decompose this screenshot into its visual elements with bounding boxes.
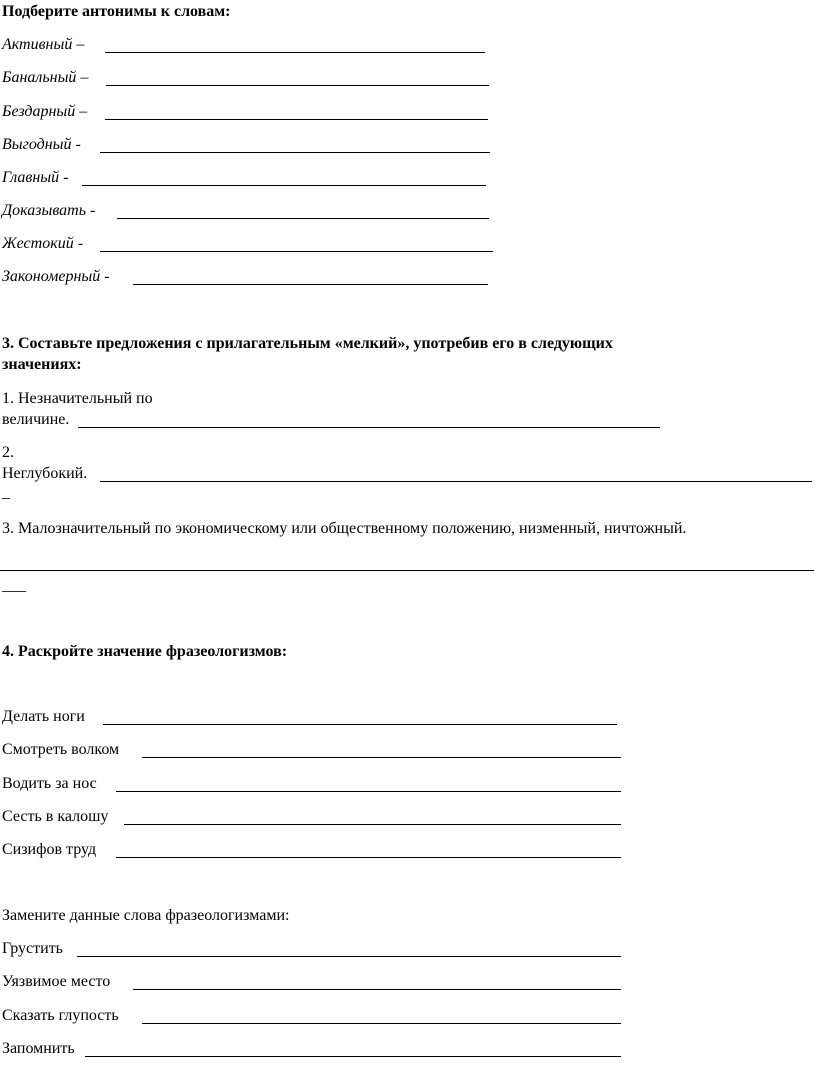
antonym-item-6 [2, 201, 95, 221]
replace-answer-blank[interactable] [85, 1056, 621, 1057]
antonym-word: Жестокий [2, 235, 74, 252]
idiom-answer-blank[interactable] [116, 791, 621, 792]
antonym-word: Главный [2, 169, 60, 186]
replace-answer-blank[interactable] [142, 1023, 621, 1024]
section4-heading: 4. Раскройте значение фразеологизмов: [2, 643, 288, 660]
antonym-item-4 [2, 135, 81, 155]
antonym-answer-blank[interactable] [106, 85, 489, 86]
section3-heading-line1: 3. Составьте предложения с прилагательным «мелкий», употребив его в следующих [2, 335, 613, 352]
separator: - [90, 202, 96, 219]
separator: – [80, 69, 89, 86]
replace-heading: Замените данные слова фразеологизмами: [2, 907, 290, 924]
antonym-answer-blank[interactable] [133, 284, 488, 285]
antonym-item-1 [2, 35, 84, 55]
antonym-word: Бездарный [2, 103, 76, 120]
replace-item-4: Запомнить [2, 1040, 75, 1057]
item2-answer-blank[interactable] [100, 481, 812, 482]
idiom-item-1: Делать ноги [2, 708, 85, 725]
separator: - [104, 268, 110, 285]
antonym-item-7 [2, 234, 83, 254]
item2-tail: _ [2, 484, 10, 501]
item1-line1: 1. Незначительный по [2, 390, 153, 407]
item1-line2: величине. [2, 411, 70, 428]
item3-text: 3. Малозначительный по экономическому или общественному положению, низменный, ничтожный. [2, 520, 687, 537]
separator: – [76, 36, 85, 53]
section3-heading-line2: значениях: [2, 356, 82, 373]
antonym-answer-blank[interactable] [105, 52, 485, 53]
antonym-word: Закономерный [2, 268, 101, 285]
item2-line2: Неглубокий. [2, 465, 88, 482]
separator: – [79, 103, 88, 120]
antonym-item-5 [2, 168, 68, 188]
antonym-answer-blank[interactable] [117, 218, 489, 219]
antonym-answer-blank[interactable] [100, 251, 493, 252]
replace-answer-blank[interactable] [77, 956, 621, 957]
antonym-word: Выгодный [2, 136, 72, 153]
antonyms-heading: Подберите антонимы к словам: [2, 3, 231, 20]
idiom-item-3: Водить за нос [2, 775, 97, 792]
replace-item-3: Сказать глупость [2, 1007, 119, 1024]
antonym-answer-blank[interactable] [100, 152, 490, 153]
item3-answer-blank[interactable] [0, 570, 814, 571]
idiom-answer-blank[interactable] [142, 757, 621, 758]
idiom-item-4: Сесть в калошу [2, 808, 109, 825]
antonym-word: Доказывать [2, 202, 87, 219]
antonym-answer-blank[interactable] [82, 185, 486, 186]
antonym-word: Активный [2, 36, 73, 53]
separator: - [63, 169, 69, 186]
idiom-item-2: Смотреть волком [2, 741, 120, 758]
idiom-answer-blank[interactable] [124, 824, 621, 825]
idiom-answer-blank[interactable] [116, 857, 621, 858]
antonym-word: Банальный [2, 69, 77, 86]
item3-tail: ___ [2, 577, 26, 594]
replace-item-1: Грустить [2, 940, 63, 957]
antonym-item-2 [2, 68, 88, 88]
idiom-answer-blank[interactable] [103, 724, 617, 725]
idiom-item-5: Сизифов труд [2, 841, 97, 858]
antonym-item-8 [2, 267, 110, 287]
item2-line1: 2. [2, 444, 14, 461]
item1-answer-blank[interactable] [78, 427, 660, 428]
separator: - [75, 136, 81, 153]
antonym-item-3 [2, 102, 87, 122]
replace-answer-blank[interactable] [133, 989, 621, 990]
replace-item-2: Уязвимое место [2, 973, 111, 990]
antonym-answer-blank[interactable] [105, 119, 488, 120]
separator: - [77, 235, 84, 252]
